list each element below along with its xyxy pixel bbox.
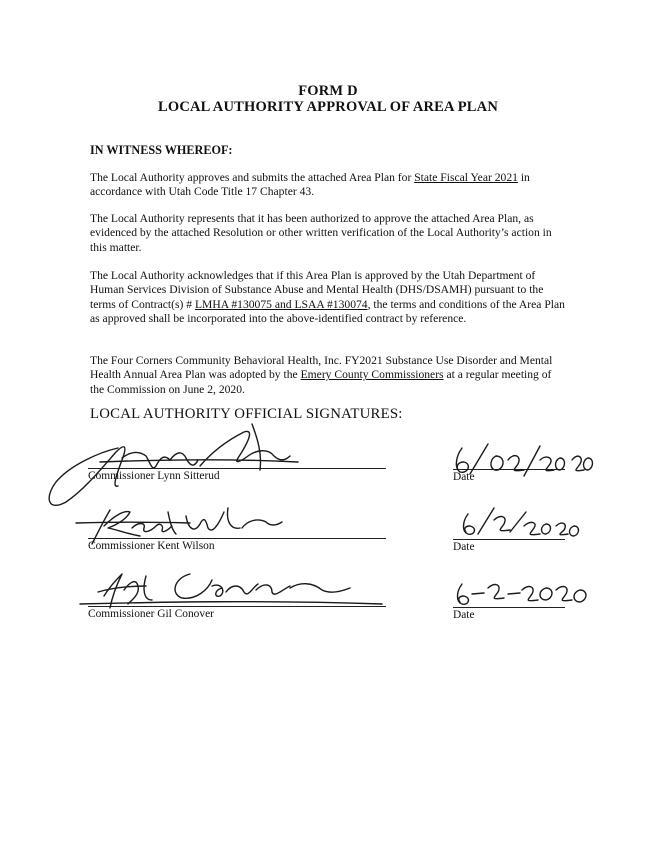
paragraph-acknowledgement — [90, 269, 568, 327]
paragraph-text: at a regular meeting of the Commission on June 2, 2020. — [90, 368, 552, 396]
signature-line — [88, 606, 386, 607]
date-line — [453, 469, 565, 470]
signature-line — [88, 538, 386, 539]
signature-sitterud — [49, 424, 298, 505]
signer-name: Commissioner Lynn Sitterud — [88, 470, 220, 482]
adopting-body: Emery County Commissioners — [300, 368, 444, 382]
form-label: FORM D — [298, 83, 358, 99]
handwritten-date-2 — [464, 508, 579, 536]
handwritten-date-3 — [458, 584, 587, 604]
date-label: Date — [453, 541, 475, 553]
fiscal-year: State Fiscal Year 2021 — [414, 171, 518, 184]
signer-name: Commissioner Kent Wilson — [88, 540, 215, 552]
paragraph-approval — [90, 171, 568, 200]
witness-heading: IN WITNESS WHEREOF: — [90, 143, 233, 157]
date-label: Date — [453, 609, 475, 621]
paragraph-text: , the terms and conditions of the Area Plan as approved shall be incorporated into the above-identified contract by reference. — [90, 297, 565, 326]
date-line — [453, 539, 565, 540]
signer-name: Commissioner Gil Conover — [88, 608, 214, 620]
signatures-heading: LOCAL AUTHORITY OFFICIAL SIGNATURES: — [90, 406, 403, 422]
handwritten-date-1 — [456, 444, 592, 476]
signature-line — [88, 468, 386, 469]
signature-conover — [80, 574, 382, 608]
paragraph-text: The Local Authority approves and submits the attached Area Plan for — [90, 171, 415, 184]
paragraph-text: in accordance with Utah Code Title 17 Chapter 43. — [90, 171, 530, 199]
paragraph-adoption — [90, 354, 568, 397]
form-title: LOCAL AUTHORITY APPROVAL OF AREA PLAN — [157, 99, 498, 115]
paragraph-text: The Local Authority acknowledges that if this Area Plan is approved by the Utah Department of Human Services Division of Substance Abuse and Mental Health (DHS/DSAMH) pursuant to the terms of Contract(s) # — [90, 269, 544, 311]
paragraph-authorization: The Local Authority represents that it has been authorized to approve the attached Area Plan, as evidenced by the attached Resolution or other written verification of the Local Authority’s action in this matter. — [90, 212, 552, 254]
date-line — [453, 607, 565, 608]
contract-numbers: LMHA #130075 and LSAA #130074 — [194, 297, 368, 311]
paragraph-text: The Four Corners Community Behavioral Health, Inc. FY2021 Substance Use Disorder and Mental Health Annual Area Plan was adopted by the — [90, 354, 553, 382]
date-label: Date — [453, 471, 475, 483]
